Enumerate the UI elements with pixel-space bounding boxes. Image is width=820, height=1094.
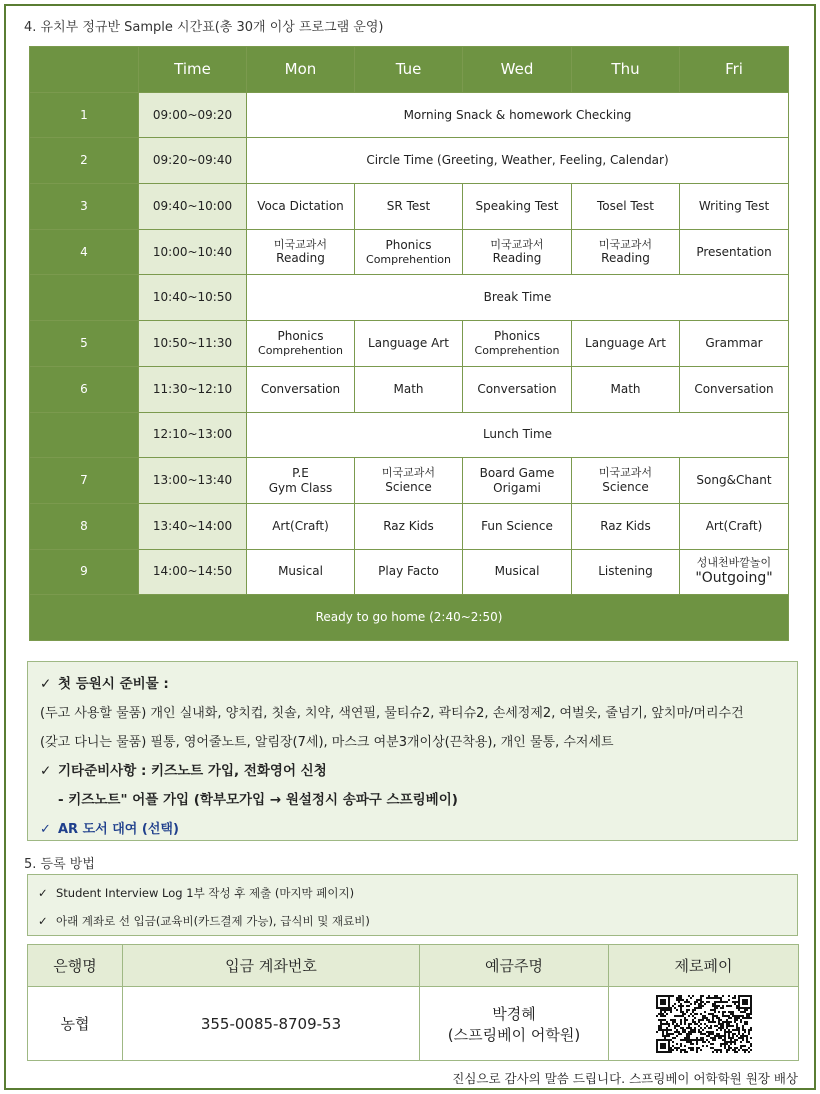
header-mon: Mon (247, 47, 355, 93)
period-number (30, 412, 139, 458)
prep-items-carry: (갖고 다니는 물품) 필통, 영어줄노트, 알림장(7세), 마스크 여분3개이상(끈착용), 개인 물통, 수저세트 (40, 735, 614, 750)
prep-kidsnote: - 키즈노트" 어플 가입 (학부모가입 → 원설정시 송파구 스프링베이) (58, 792, 458, 808)
zeropay-cell (609, 987, 799, 1061)
activity-cell: Conversation (247, 366, 355, 412)
period-time: 10:50~11:30 (139, 321, 247, 367)
period-time: 09:20~09:40 (139, 138, 247, 184)
period-number: 6 (30, 366, 139, 412)
period-time: 12:10~13:00 (139, 412, 247, 458)
schedule-row (30, 321, 789, 367)
schedule-row (30, 229, 789, 275)
prep-title: ✓ 첫 등원시 준비물 : (40, 670, 785, 699)
preparation-box (27, 661, 798, 841)
schedule-row (30, 503, 789, 549)
registration-step-1: ✓ Student Interview Log 1부 작성 후 제출 (마지막 페이지) (38, 879, 787, 907)
activity-cell: Raz Kids (572, 503, 680, 549)
period-time: 09:00~09:20 (139, 92, 247, 138)
activity-cell: Musical (463, 549, 572, 595)
activity-cell: Tosel Test (572, 184, 680, 230)
activity-cell: Math (355, 366, 463, 412)
activity-cell: 미국교과서 Reading (247, 229, 355, 275)
period-number: 7 (30, 458, 139, 504)
period-number: 8 (30, 503, 139, 549)
span-activity: Morning Snack & homework Checking (247, 92, 789, 138)
activity-cell: Board Game Origami (463, 458, 572, 504)
activity-cell: SR Test (355, 184, 463, 230)
period-number (30, 275, 139, 321)
prep-ar-books: ✓ AR 도서 대여 (선택) (40, 815, 785, 844)
closing-message: 진심으로 감사의 말씀 드립니다. 스프링베이 어학학원 원장 배상 (452, 1071, 798, 1086)
schedule-row (30, 92, 789, 138)
check-icon: ✓ (40, 676, 52, 692)
activity-cell: Conversation (680, 366, 789, 412)
header-time: Time (139, 47, 247, 93)
bank-header-account: 입금 계좌번호 (123, 945, 420, 987)
activity-cell: Presentation (680, 229, 789, 275)
period-time: 11:30~12:10 (139, 366, 247, 412)
period-number: 4 (30, 229, 139, 275)
activity-cell: 성내천바깥놀이 "Outgoing" (680, 549, 789, 595)
registration-box (27, 874, 798, 936)
bank-header-holder: 예금주명 (420, 945, 609, 987)
header-thu: Thu (572, 47, 680, 93)
prep-other: ✓ 기타준비사항 : 키즈노트 가입, 전화영어 신청 (40, 757, 785, 786)
bank-name: 농협 (28, 987, 123, 1061)
header-tue: Tue (355, 47, 463, 93)
activity-cell: Phonics Comprehention (247, 321, 355, 367)
schedule-footer-row (30, 595, 789, 641)
activity-cell: Listening (572, 549, 680, 595)
span-activity: Lunch Time (247, 412, 789, 458)
period-number: 2 (30, 138, 139, 184)
bank-holder: 박경혜 (스프링베이 어학원) (420, 987, 609, 1061)
activity-cell: Fun Science (463, 503, 572, 549)
registration-step-2: ✓ 아래 계좌로 선 입금(교육비(카드결제 가능), 급식비 및 재료비) (38, 907, 787, 935)
schedule-row (30, 412, 789, 458)
activity-cell: Art(Craft) (247, 503, 355, 549)
period-time: 09:40~10:00 (139, 184, 247, 230)
activity-cell: Language Art (572, 321, 680, 367)
header-wed: Wed (463, 47, 572, 93)
activity-cell: Language Art (355, 321, 463, 367)
check-icon: ✓ (38, 886, 48, 900)
period-time: 14:00~14:50 (139, 549, 247, 595)
activity-cell: Speaking Test (463, 184, 572, 230)
period-number: 3 (30, 184, 139, 230)
activity-cell: 미국교과서 Science (572, 458, 680, 504)
activity-cell: Voca Dictation (247, 184, 355, 230)
check-icon: ✓ (40, 763, 52, 779)
activity-cell: Phonics Comprehention (463, 321, 572, 367)
activity-cell: Art(Craft) (680, 503, 789, 549)
schedule-row (30, 275, 789, 321)
activity-cell: P.E Gym Class (247, 458, 355, 504)
qr-code-icon[interactable] (654, 993, 754, 1055)
activity-cell: Grammar (680, 321, 789, 367)
period-number: 1 (30, 92, 139, 138)
period-time: 13:40~14:00 (139, 503, 247, 549)
span-activity: Break Time (247, 275, 789, 321)
activity-cell: 미국교과서 Reading (463, 229, 572, 275)
check-icon: ✓ (40, 822, 51, 837)
schedule-row (30, 138, 789, 184)
schedule-title: 4. 유치부 정규반 Sample 시간표(총 30개 이상 프로그램 운영) (24, 20, 384, 35)
activity-cell: Musical (247, 549, 355, 595)
activity-cell: Raz Kids (355, 503, 463, 549)
bank-header-name: 은행명 (28, 945, 123, 987)
registration-title: 5. 등록 방법 (24, 857, 95, 872)
period-time: 10:40~10:50 (139, 275, 247, 321)
schedule-row (30, 458, 789, 504)
bank-account-number: 355-0085-8709-53 (123, 987, 420, 1061)
activity-cell: 미국교과서 Science (355, 458, 463, 504)
activity-cell: Conversation (463, 366, 572, 412)
schedule-row (30, 366, 789, 412)
period-number: 9 (30, 549, 139, 595)
activity-cell: Song&Chant (680, 458, 789, 504)
schedule-row (30, 549, 789, 595)
bank-header-zeropay: 제로페이 (609, 945, 799, 987)
activity-cell: Math (572, 366, 680, 412)
period-time: 13:00~13:40 (139, 458, 247, 504)
schedule-header-row (30, 47, 789, 93)
check-icon: ✓ (38, 914, 48, 928)
schedule-row (30, 184, 789, 230)
period-number: 5 (30, 321, 139, 367)
prep-items-keep: (두고 사용할 물품) 개인 실내화, 양치컵, 칫솔, 치약, 색연필, 물티슈2, 곽티슈2, 손세정제2, 여벌옷, 줄넘기, 앞치마/머리수건 (40, 706, 744, 721)
activity-cell: Writing Test (680, 184, 789, 230)
activity-cell: Play Facto (355, 549, 463, 595)
bank-table (27, 944, 799, 1061)
activity-cell: 미국교과서 Reading (572, 229, 680, 275)
period-time: 10:00~10:40 (139, 229, 247, 275)
schedule-table (29, 46, 789, 641)
span-activity: Circle Time (Greeting, Weather, Feeling, Calendar) (247, 138, 789, 184)
header-blank (30, 47, 139, 93)
activity-cell: Phonics Comprehention (355, 229, 463, 275)
go-home-time: Ready to go home (2:40~2:50) (30, 595, 789, 641)
header-fri: Fri (680, 47, 789, 93)
